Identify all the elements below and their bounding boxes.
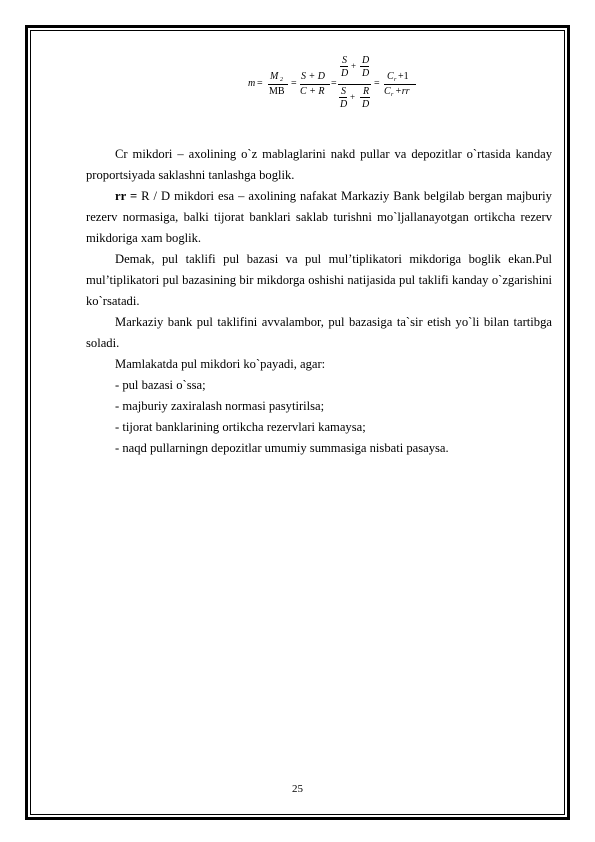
paragraph-conclusion: Demak, pul taklifi pul bazasi va pul mul’tiplikatori mikdoriga boglik ekan.Pul mul’tiplikatori pul bazasining bir mikdorga oshishi natijasida pul taklifi kanday o`zgarishini ko`rsatadi. <box>86 252 552 308</box>
formula-m: m <box>248 78 256 89</box>
formula-lo-S: S <box>341 86 346 97</box>
formula-bar-sd <box>340 66 348 67</box>
formula-den4-tail: +rr <box>395 86 410 97</box>
formula-eq: = <box>257 78 263 89</box>
body-text <box>86 144 552 459</box>
page-number: 25 <box>292 783 303 795</box>
rr-label: rr = <box>115 189 142 203</box>
formula-bar-dd <box>360 66 369 67</box>
formula-bar-main <box>338 84 371 85</box>
paragraph-central-bank: Markaziy bank pul taklifini avvalambor, pul bazasiga ta`sir etish yo`li bilan tartibga soladi. <box>86 315 552 350</box>
formula-sd-S: S <box>342 55 347 66</box>
formula-sd-D: D <box>341 68 349 79</box>
formula-eq-4: = <box>374 78 380 89</box>
formula-den4-sub: r <box>391 92 394 98</box>
formula-lo-D2: D <box>362 99 370 110</box>
formula-dd-D2: D <box>362 68 370 79</box>
formula-den4: C <box>384 86 391 97</box>
formula-lo-D: D <box>340 99 348 110</box>
formula-num4-tail: +1 <box>398 71 409 82</box>
formula-eq-2: = <box>291 78 297 89</box>
formula-lo-R: R <box>363 86 370 97</box>
formula-bar-2 <box>300 84 330 85</box>
paragraph-cr: Cr mikdori – axolining o`z mablaglarini nakd pullar va depozitlar o`rtasida kanday proportsiyada saklashni tanlashga boglik. <box>86 147 552 182</box>
list-item: - majburiy zaxiralash normasi pasytirilsa; <box>115 399 325 413</box>
formula-num2: S + D <box>301 71 325 82</box>
formula-eq-3: = <box>331 78 337 89</box>
formula-bar-4 <box>384 84 416 85</box>
formula-plus-top: + <box>351 61 357 71</box>
money-multiplier-formula <box>248 56 428 116</box>
formula-num4-sub: r <box>394 77 397 83</box>
rr-text: R / D mikdori esa – axolining nafakat Markaziy Bank belgilab bergan majburiy rezerv normasiga, balki tijorat banklari saklab turishni mo`ljallanayotgan ortikcha rezerv mikdoriga xam boglik. <box>86 189 552 245</box>
formula-dd-D: D <box>362 55 370 66</box>
formula-bar-lo-sd <box>339 97 347 98</box>
formula-bar-1 <box>268 84 288 85</box>
list-item: - pul bazasi o`ssa; <box>115 378 206 392</box>
formula-den2: C + R <box>300 86 325 97</box>
list-item: - naqd pullarningn depozitlar umumiy summasiga nisbati pasaysa. <box>115 441 449 455</box>
formula-num1: M <box>270 71 279 82</box>
formula-plus-bottom: + <box>350 92 356 102</box>
list-item: - tijorat banklarining ortikcha rezervlari kamaysa; <box>115 420 366 434</box>
formula-num4: C <box>387 71 394 82</box>
formula-den1: MB <box>269 86 285 97</box>
paragraph-conditions: Mamlakatda pul mikdori ko`payadi, agar: <box>115 357 326 371</box>
formula-num1-sub: 2 <box>280 77 283 83</box>
paragraph-rr <box>86 186 552 249</box>
formula-bar-lo-rd <box>360 97 370 98</box>
